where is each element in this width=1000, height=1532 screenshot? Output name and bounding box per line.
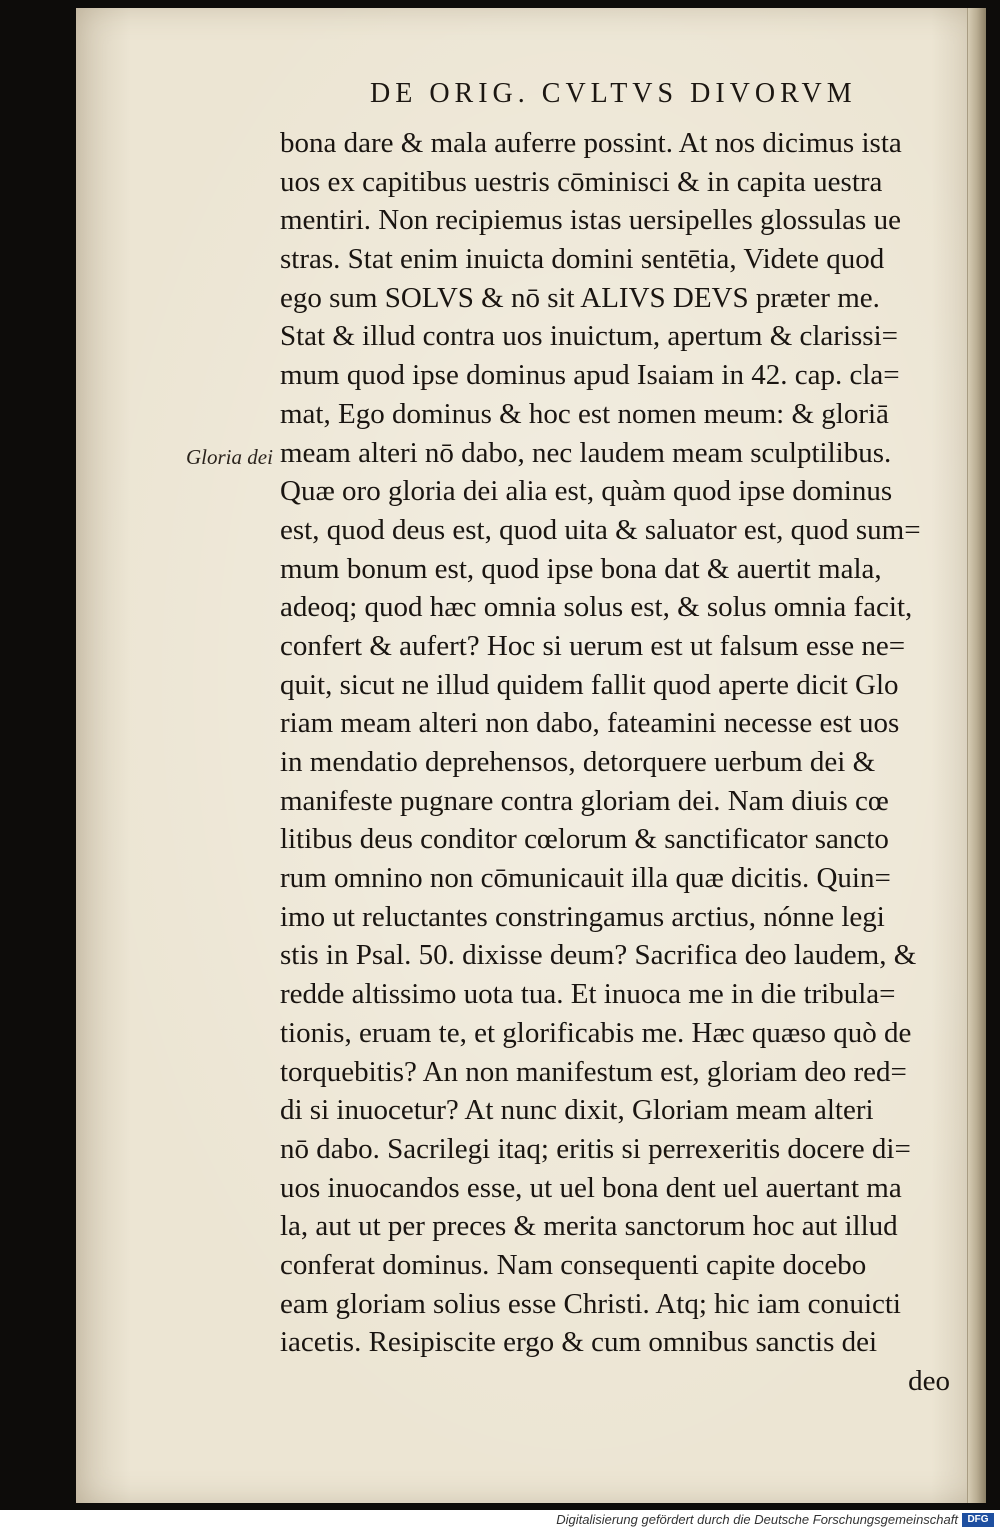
marginal-note: Gloria dei — [186, 445, 273, 469]
text-line: confert & aufert? Hoc si uerum est ut falsum esse ne= — [280, 629, 906, 662]
text-line: iacetis. Resipiscite ergo & cum omnibus sanctis dei — [280, 1326, 878, 1359]
text-line: conferat dominus. Nam consequenti capite docebo — [280, 1248, 867, 1281]
text-line: tionis, eruam te, et glorificabis me. Hæc quæso quò de — [280, 1016, 912, 1049]
text-line: bona dare & mala auferre possint. At nos dicimus ista — [280, 127, 902, 159]
text-line: torquebitis? An non manifestum est, gloriam deo red= — [280, 1055, 907, 1088]
text-line: est, quod deus est, quod uita & saluator est, quod sum= — [280, 513, 921, 546]
catchword: deo — [908, 1365, 950, 1397]
text-line: riam meam alteri non dabo, fateamini necesse est uos — [280, 707, 900, 740]
text-line: di si inuocetur? At nunc dixit, Gloriam meam alteri — [280, 1094, 874, 1127]
text-line: stras. Stat enim inuicta domini sentētia, Videte quod — [280, 243, 885, 276]
text-line: adeoq; quod hæc omnia solus est, & solus omnia facit, — [280, 591, 913, 624]
text-line: mentiri. Non recipiemus istas uersipelles glossulas ue — [280, 204, 901, 237]
text-line: la, aut ut per preces & merita sanctorum hoc aut illud — [280, 1210, 898, 1243]
text-line: quit, sicut ne illud quidem fallit quod aperte dicit Glo — [280, 668, 899, 701]
text-line: in mendatio deprehensos, detorquere uerbum dei & — [280, 746, 876, 778]
text-line: eam gloriam solius esse Christi. Atq; hic iam conuicti — [280, 1287, 901, 1320]
running-head: DE ORIG. CVLTVS DIVORVM — [370, 78, 857, 109]
text-line: ego sum SOLVS & nō sit ALIVS DEVS præter me. — [280, 281, 880, 314]
dfg-logo: DFG — [962, 1513, 994, 1527]
text-line: imo ut reluctantes constringamus arctius, nónne legi — [280, 900, 885, 933]
footer-bar — [0, 1510, 1000, 1532]
text-line: uos ex capitibus uestris cōminisci & in capita uestra — [280, 165, 883, 198]
text-block — [280, 124, 978, 1401]
text-line: stis in Psal. 50. dixisse deum? Sacrifica deo laudem, & — [280, 939, 917, 972]
text-line: manifeste pugnare contra gloriam dei. Nam diuis cœ — [280, 784, 889, 817]
text-line: rum omnino non cōmunicauit illa quæ dicitis. Quin= — [280, 862, 891, 895]
text-line: litibus deus conditor cœlorum & sanctificator sancto — [280, 823, 889, 856]
text-line: nō dabo. Sacrilegi itaq; eritis si perrexeritis docere di= — [280, 1132, 911, 1165]
text-line: mum quod ipse dominus apud Isaiam in 42. cap. cla= — [280, 359, 900, 392]
text-line: Stat & illud contra uos inuictum, apertum & clarissi= — [280, 320, 899, 353]
text-line: mum bonum est, quod ipse bona dat & auertit mala, — [280, 552, 882, 585]
text-line: redde altissimo uota tua. Et inuoca me in die tribula= — [280, 978, 896, 1011]
text-line: uos inuocandos esse, ut uel bona dent uel auertant ma — [280, 1171, 902, 1204]
funding-credit: Digitalisierung gefördert durch die Deutsche Forschungsgemeinschaft — [556, 1512, 958, 1527]
text-line: mat, Ego dominus & hoc est nomen meum: & gloriā — [280, 397, 889, 430]
text-line: meam alteri nō dabo, nec laudem meam sculptilibus. — [280, 436, 892, 469]
text-line: Quæ oro gloria dei alia est, quàm quod ipse dominus — [280, 475, 893, 508]
